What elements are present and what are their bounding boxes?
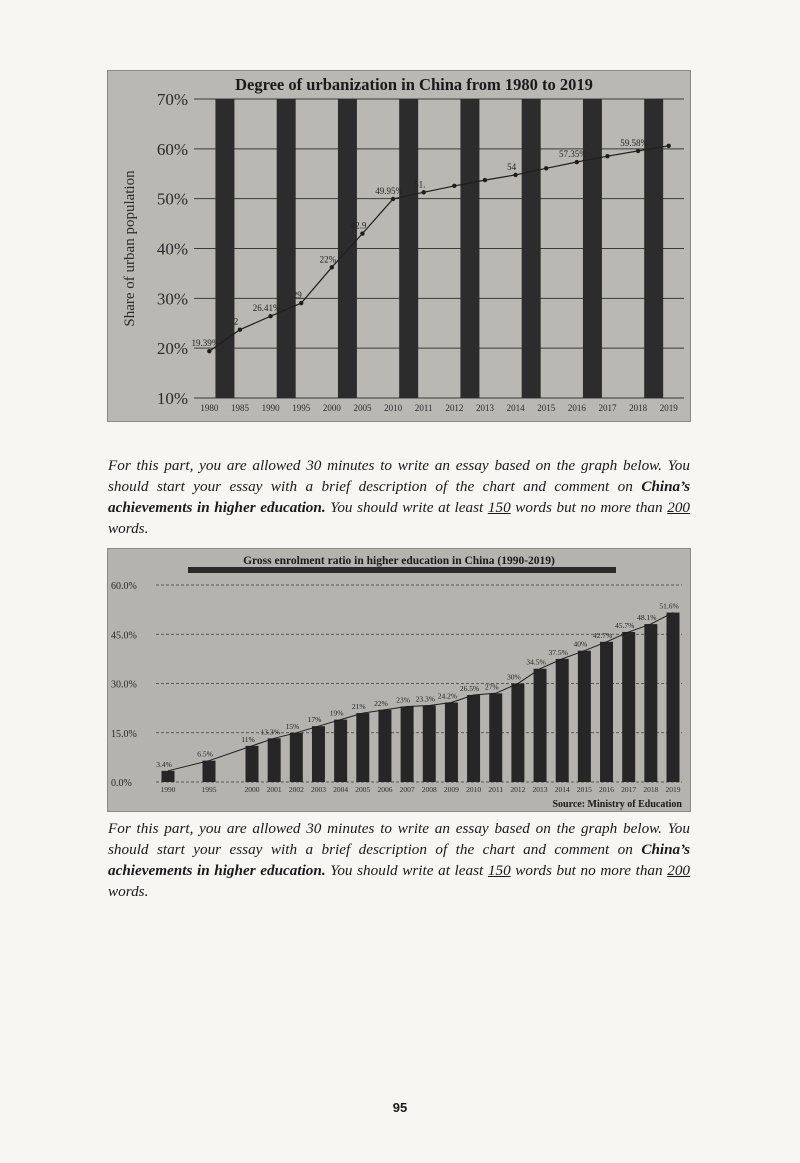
prompt-topic: China’s achievements in higher education. [108, 478, 690, 516]
x-tick-label: 2011 [488, 785, 504, 794]
x-tick-label: 2003 [310, 785, 326, 794]
x-tick-label: 2016 [599, 785, 615, 794]
y-tick-label: 40% [156, 239, 188, 259]
data-label: 42.9 [350, 220, 367, 231]
prompt-text: words but no more than [510, 862, 668, 879]
x-tick-label: 2010 [466, 785, 482, 794]
data-point [268, 314, 272, 318]
data-point [575, 160, 579, 164]
bar [489, 693, 502, 782]
x-tick-label: 2007 [399, 785, 415, 794]
x-tick-label: 2019 [665, 785, 681, 794]
x-tick-label: 2013 [532, 785, 548, 794]
data-point [513, 173, 517, 177]
bar [622, 632, 635, 782]
bar [423, 705, 436, 782]
data-label: 26.5% [459, 683, 480, 693]
y-tick-label: 70% [156, 90, 188, 109]
y-tick-label: 15.0% [111, 728, 137, 740]
x-tick-label: 2018 [629, 403, 648, 413]
x-tick-label: 2004 [333, 785, 349, 794]
bar [600, 642, 613, 782]
x-tick-label: 2013 [475, 403, 494, 413]
data-label: 17% [307, 715, 322, 725]
bar [583, 99, 602, 398]
data-label: 22% [374, 698, 388, 708]
x-tick-label: 2014 [506, 403, 525, 413]
x-tick-label: 2019 [659, 403, 678, 413]
prompt-text: For this part, you are allowed 30 minutes to write an essay based on the graph below. You should start your essay with a brief description of the chart and comment on [108, 457, 690, 495]
title-underline-bar [188, 567, 616, 573]
data-label: 49.95% [375, 185, 403, 196]
chart-title: Gross enrolment ratio in higher education in China (1990-2019) [243, 555, 555, 567]
data-label: 21% [351, 702, 366, 712]
data-point [544, 166, 548, 170]
bar [246, 746, 259, 782]
data-label: 26.41% [252, 303, 281, 314]
bar [215, 99, 234, 398]
enrolment-chart [107, 548, 691, 812]
data-label: 40% [573, 639, 588, 649]
min-word-count: 150 [487, 499, 511, 516]
bar [277, 99, 296, 398]
data-label: 15% [285, 721, 300, 731]
urbanization-chart [107, 70, 691, 422]
data-label: 23% [396, 695, 410, 705]
bar [534, 669, 547, 782]
bar [338, 99, 357, 398]
y-tick-label: 50% [156, 189, 188, 209]
data-label: 59.58% [620, 137, 648, 148]
x-tick-label: 1990 [261, 403, 280, 413]
y-tick-label: 45.0% [111, 630, 137, 642]
data-label: 34.5% [526, 657, 546, 667]
bar [356, 713, 369, 782]
bar [334, 720, 347, 782]
prompt-text: For this part, you are allowed 30 minutes to write an essay based on the graph below. You should start your essay with a brief description of the chart and comment on [108, 820, 690, 858]
data-label: 57.35% [558, 149, 587, 160]
y-tick-label: 0.0% [111, 778, 132, 789]
data-label: 22% [319, 254, 337, 265]
data-point [207, 349, 211, 353]
bar [445, 703, 458, 782]
data-label: 51.6% [659, 601, 679, 611]
x-tick-label: 2018 [643, 785, 659, 794]
y-tick-label: 60.0% [111, 581, 137, 592]
data-label: 24.2% [437, 691, 458, 701]
bar [162, 771, 175, 782]
x-tick-label: 1980 [200, 403, 219, 413]
data-label: 13.3% [260, 727, 280, 737]
data-label: 51. [414, 179, 426, 190]
prompt-topic: China’s achievements in higher education. [108, 841, 690, 879]
x-tick-label: 2017 [621, 785, 637, 794]
data-label: 37.5% [548, 647, 568, 657]
y-tick-label: 30% [156, 289, 188, 309]
x-tick-label: 2014 [554, 785, 570, 794]
data-point [391, 197, 395, 201]
data-point [452, 184, 456, 188]
y-tick-label: 20% [156, 339, 188, 359]
data-point [666, 144, 670, 148]
max-word-count: 200 [667, 862, 690, 879]
data-label: 6.5% [197, 749, 213, 759]
x-tick-label: 2010 [384, 403, 403, 413]
x-tick-label: 2015 [576, 785, 592, 794]
bar [401, 706, 414, 782]
data-label: 29 [292, 290, 302, 301]
y-tick-label: 10% [156, 389, 188, 408]
min-word-count: 150 [487, 862, 511, 879]
x-tick-label: 1995 [292, 403, 311, 413]
data-label: 11% [241, 734, 255, 744]
bar [511, 684, 524, 783]
data-label: 30% [507, 672, 521, 682]
bar [203, 761, 216, 782]
page-number: 95 [392, 1100, 408, 1115]
x-tick-label: 2001 [266, 785, 282, 794]
bar [268, 738, 281, 782]
data-point [238, 327, 242, 331]
x-tick-label: 2008 [421, 785, 437, 794]
data-point [605, 154, 609, 158]
prompt-text: words but no more than [510, 499, 668, 516]
bar [378, 710, 391, 782]
data-label: 54 [507, 161, 517, 172]
x-tick-label: 1985 [230, 403, 249, 413]
x-tick-label: 2015 [537, 403, 556, 413]
data-label: 3.4% [156, 759, 172, 769]
essay-prompt-2 [108, 818, 690, 902]
y-tick-label: 30.0% [111, 679, 137, 691]
bar [556, 659, 569, 782]
bar [522, 99, 541, 398]
x-tick-label: 2009 [443, 785, 459, 794]
data-point [299, 301, 303, 305]
prompt-text: You should write at least [325, 499, 488, 516]
x-tick-label: 2000 [244, 785, 260, 794]
x-tick-label: 2006 [377, 785, 393, 794]
data-point [636, 149, 640, 153]
data-point [421, 190, 425, 194]
y-axis-title: Share of urban population [122, 170, 138, 327]
bar [578, 651, 591, 782]
prompt-text: You should write at least [325, 862, 488, 879]
x-tick-label: 2005 [355, 785, 371, 794]
data-label: 19.39% [191, 338, 220, 349]
data-label: 42.7% [592, 630, 613, 640]
enrolment-chart-svg [108, 549, 690, 811]
x-tick-label: 2002 [288, 785, 304, 794]
chart-title: Degree of urbanization in China from 1980 to 2019 [235, 75, 593, 94]
data-point [483, 178, 487, 182]
data-label: 19% [329, 708, 344, 718]
bar [644, 624, 657, 782]
x-tick-label: 1995 [201, 785, 217, 794]
bar [467, 695, 480, 782]
bar [667, 613, 680, 782]
data-point [360, 231, 364, 235]
x-tick-label: 2012 [445, 403, 464, 413]
prompt-text: words. [108, 520, 149, 537]
bar [460, 99, 479, 398]
urbanization-chart-svg [108, 71, 690, 421]
bar [399, 99, 418, 398]
chart-source: Source: Ministry of Education [552, 799, 682, 810]
data-label: 2 [233, 316, 239, 327]
x-tick-label: 2017 [598, 403, 617, 413]
y-tick-label: 60% [156, 139, 188, 159]
data-label: 23.3% [415, 694, 435, 704]
data-label: 45.7% [614, 620, 635, 630]
x-tick-label: 2012 [510, 785, 526, 794]
x-tick-label: 2000 [322, 403, 341, 413]
bar [312, 726, 325, 782]
data-label: 48.1% [637, 613, 657, 623]
data-label: 27% [484, 682, 499, 692]
x-tick-label: 2005 [353, 403, 372, 413]
data-point [330, 265, 334, 269]
essay-prompt-1 [108, 455, 690, 539]
x-tick-label: 2016 [567, 403, 586, 413]
prompt-text: words. [108, 883, 149, 900]
max-word-count: 200 [667, 499, 690, 516]
x-tick-label: 1990 [160, 785, 176, 794]
bar [290, 733, 303, 782]
x-tick-label: 2011 [414, 403, 433, 413]
